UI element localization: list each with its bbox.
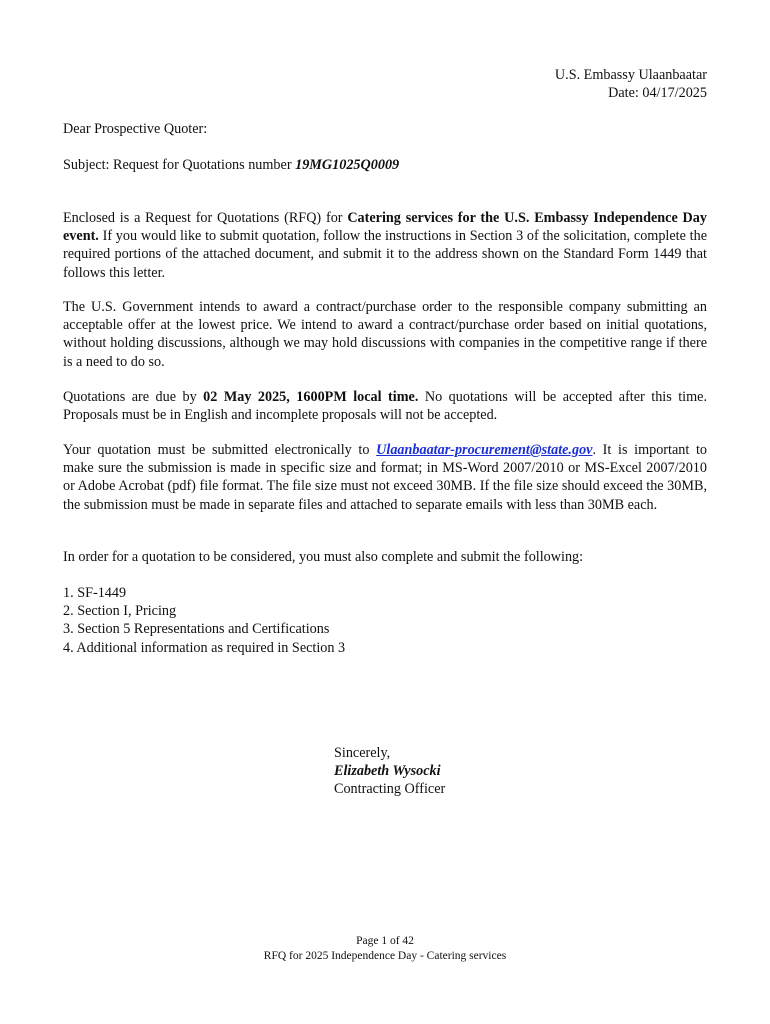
- requirements-list: [63, 584, 707, 657]
- subject-line: [63, 156, 707, 174]
- due-date-bold: 02 May 2025, 1600PM local time.: [203, 389, 419, 405]
- paragraph-enclosed-rfq: [63, 209, 707, 282]
- para3-text-1: Quotations are due by: [63, 389, 204, 405]
- para3-text-2: No quotations will be accepted after this time. Proposals must be in English and incomplete proposals will not be accepted.: [63, 389, 707, 424]
- para1-service-bold: Catering services for the U.S. Embassy Independence Day event.: [63, 210, 707, 245]
- paragraph-award-intent: The U.S. Government intends to award a contract/purchase order to the responsible company submitting an acceptable offer at the lowest price. We intend to award a contract/purchase order based on initial quotations, without holding discussions, although we may hold discussions with companies in the competitive range if there is a need to do so.: [63, 299, 707, 370]
- footer-doc-title: RFQ for 2025 Independence Day - Catering services: [263, 950, 507, 962]
- closing: Sincerely,: [334, 745, 391, 761]
- paragraph-due-date: [63, 388, 707, 424]
- paragraph-requirements: In order for a quotation to be considered, you must also complete and submit the following:: [63, 549, 584, 565]
- letter-date: Date: 04/17/2025: [608, 85, 707, 102]
- page-footer: [0, 934, 770, 964]
- list-item: 2. Section I, Pricing: [63, 603, 177, 620]
- subject-prefix: Subject: Request for Quotations number: [63, 157, 296, 173]
- rfq-number: 19MG1025Q0009: [295, 157, 400, 173]
- paragraph-submission: [63, 441, 707, 514]
- para1-text-2: If you would like to submit quotation, follow the instructions in Section 3 of the solicitation, complete the required portions of the attached document, and submit it to the address shown on the Standard Form 1449 that follows this letter.: [63, 228, 707, 281]
- para1-text-1: Enclosed is a Request for Quotations (RFQ) for: [63, 210, 348, 226]
- procurement-email-link[interactable]: Ulaanbaatar-procurement@state.gov: [376, 442, 593, 458]
- signer-name: Elizabeth Wysocki: [334, 763, 441, 780]
- list-item: 1. SF-1449: [63, 585, 127, 601]
- page-number: Page 1 of 42: [356, 935, 414, 947]
- list-item: 3. Section 5 Representations and Certifications: [63, 621, 330, 638]
- para4-text-1: Your quotation must be submitted electronically to: [63, 442, 377, 458]
- signature-block: [334, 744, 445, 799]
- para4-text-2: . It is important to make sure the submission is made in specific size and format; in MS-Word 2007/2010 or MS-Excel 2007/2010 or Adobe Acrobat (pdf) file format. The file size must not exceed 30MB. If the file size should exceed the 30MB, the submission must be made in separate files and attached to separate emails with less than 30MB each.: [63, 442, 707, 513]
- letter-header: [555, 66, 707, 102]
- salutation: Dear Prospective Quoter:: [63, 121, 208, 137]
- sender-name: U.S. Embassy Ulaanbaatar: [554, 67, 707, 83]
- signer-title: Contracting Officer: [334, 781, 446, 798]
- list-item: 4. Additional information as required in Section 3: [63, 639, 346, 656]
